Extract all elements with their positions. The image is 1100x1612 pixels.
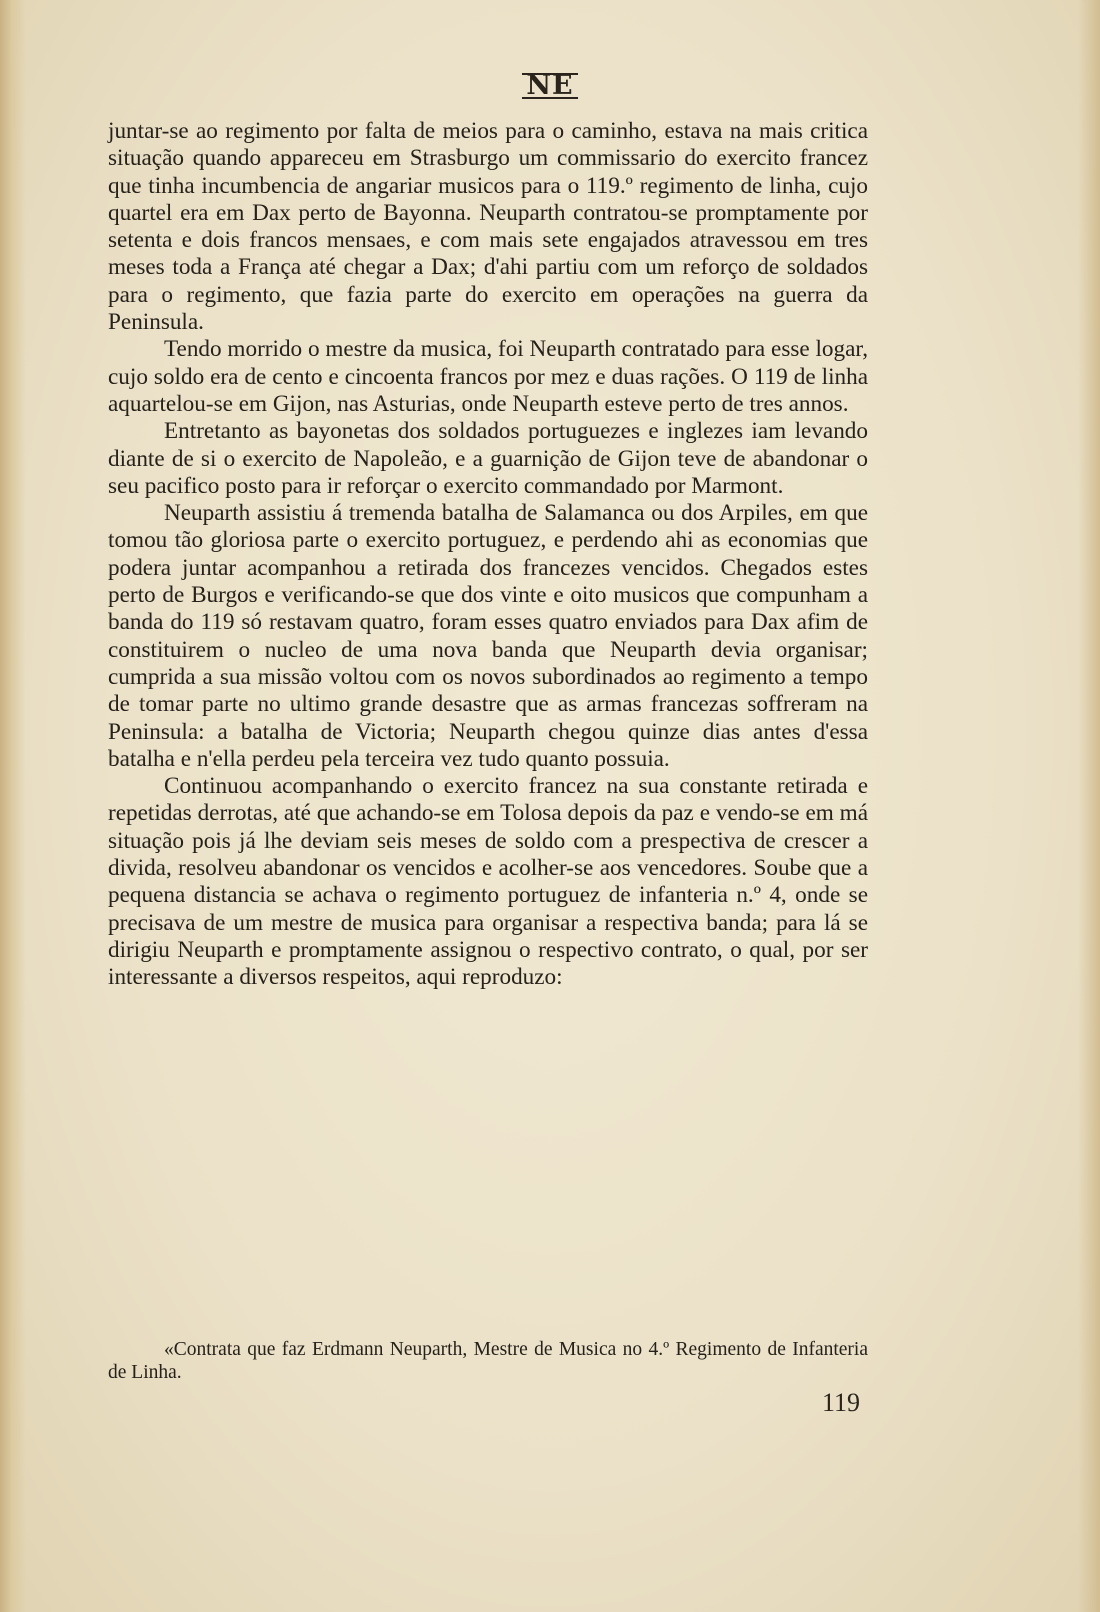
paragraph-2: Tendo morrido o mestre da musica, foi Neuparth contratado para esse logar, cujo soldo era de cento e cincoenta francos por mez e duas rações. O 119 de linha aquartelou-se em Gijon, nas Asturias, onde Neuparth esteve perto de tres annos.	[108, 336, 868, 417]
body-text	[108, 118, 868, 992]
running-head-monogram	[0, 70, 1100, 101]
paragraph-4: Neuparth assistiu á tremenda batalha de Salamanca ou dos Arpiles, em que tomou tão gloriosa parte o exercito portuguez, e perdendo ahi as economias que podera juntar acompanhou a retirada dos francezes vencidos. Chegados estes perto de Burgos e verificando-se que dos vinte e oito musicos que compunham a banda do 119 só restavam quatro, foram esses quatro enviados para Dax afim de constituirem o nucleo de uma nova banda que Neuparth devia organisar; cumprida a sua missão voltou com os novos subordinados ao regimento a tempo de tomar parte no ultimo grande desastre que as armas francezas soffreram na Peninsula: a batalha de Victoria; Neuparth chegou quinze dias antes d'essa batalha e n'ella perdeu pela terceira vez tudo quanto possuia.	[108, 500, 868, 772]
paragraph-5: Continuou acompanhando o exercito francez na sua constante retirada e repetidas derrotas, até que achando-se em Tolosa depois da paz e vendo-se em má situação pois já lhe deviam seis meses de soldo com a prespectiva de crescer a divida, resolveu abandonar os vencidos e acolher-se aos vencedores. Soube que a pequena distancia se achava o regimento portuguez de infanteria n.º 4, onde se precisava de um mestre de musica para organisar a respectiva banda; para lá se dirigiu Neuparth e promptamente assignou o respectivo contrato, o qual, por ser interessante a diversos respeitos, aqui reproduzo:	[108, 773, 868, 991]
paragraph-3: Entretanto as bayonetas dos soldados portuguezes e inglezes iam levando diante de si o exercito de Napoleão, e a guarnição de Gijon teve de abandonar o seu pacifico posto para ir reforçar o exercito commandado por Marmont.	[108, 418, 868, 499]
paragraph-1: juntar-se ao regimento por falta de meios para o caminho, estava na mais critica situação quando appareceu em Strasburgo um commissario do exercito francez que tinha incumbencia de angariar musicos para o 119.º regimento de linha, cujo quartel era em Dax perto de Bayonna. Neuparth contratou-se promptamente por setenta e dois francos mensaes, e com mais sete engajados atravessou em tres meses toda a França até chegar a Dax; d'ahi partiu com um reforço de soldados para o regimento, que fazia parte do exercito em operações na guerra da Peninsula.	[108, 118, 868, 336]
page-edge-shadow-right	[1078, 0, 1100, 1612]
page-edge-shadow-left	[0, 0, 26, 1612]
contract-quote-opening: «Contrata que faz Erdmann Neuparth, Mestre de Musica no 4.º Regimento de Infanteria de Linha.	[108, 1339, 868, 1383]
page-number: 119	[821, 1388, 860, 1417]
monogram-text: NE	[522, 73, 577, 99]
